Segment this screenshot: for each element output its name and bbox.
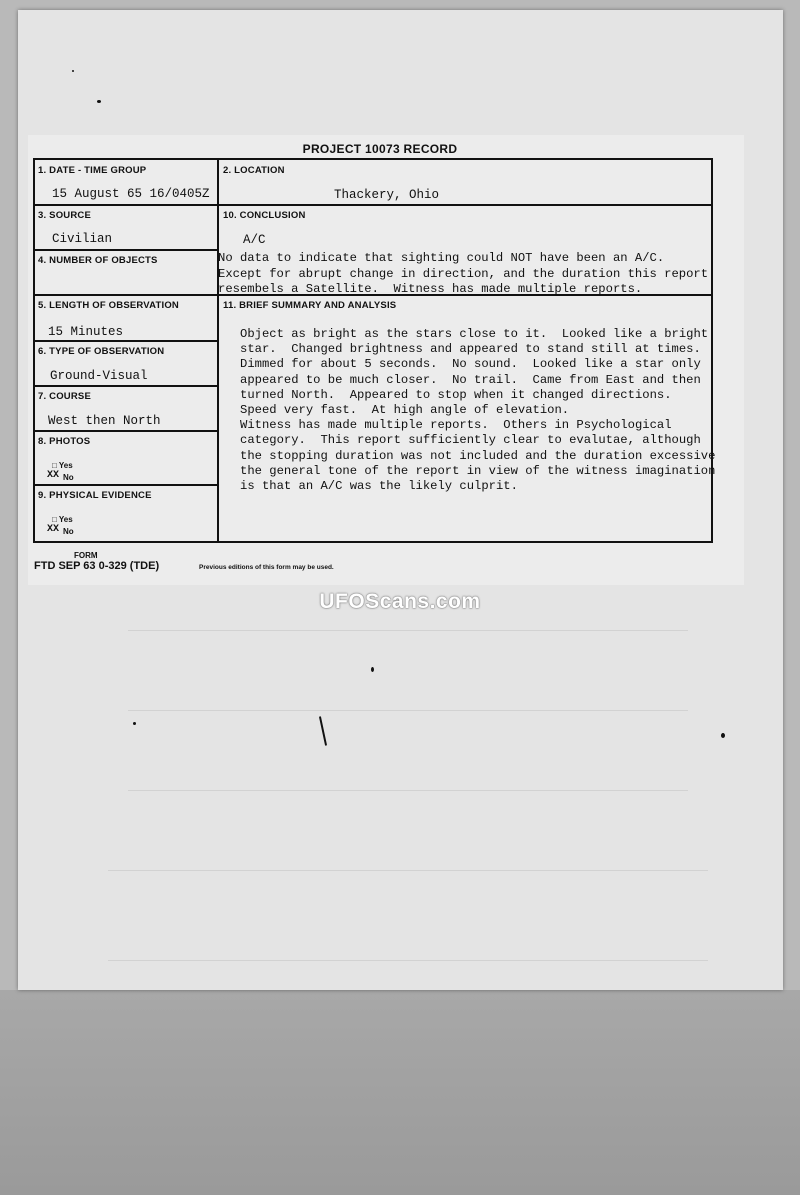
photos-label: 8. PHOTOS <box>38 436 91 447</box>
scan-speck <box>133 722 136 725</box>
date-time-value: 15 August 65 16/0405Z <box>52 187 210 201</box>
form-title: PROJECT 10073 RECORD <box>302 142 458 156</box>
divider <box>33 385 218 387</box>
location-label: 2. LOCATION <box>223 165 285 176</box>
divider <box>33 430 218 432</box>
background-bottom <box>0 990 800 1195</box>
footer-form-id: FTD SEP 63 0-329 (TDE) <box>34 560 160 572</box>
scan-speck <box>371 667 374 672</box>
location-value: Thackery, Ohio <box>334 188 440 202</box>
photos-no-mark: XX <box>47 470 60 481</box>
physical-evidence-label: 9. PHYSICAL EVIDENCE <box>38 490 152 501</box>
length-of-observation-value: 15 Minutes <box>48 325 124 339</box>
ghost-line <box>128 630 688 631</box>
summary-text: Object as bright as the stars close to it. Looked like a bright star. Changed brightness and appeared to stand still at times. Dimmed for about 5 seconds. No sound. Looked like a star only appeared to be much closer. No trail. Came from East and then turned North. Appeared to stop when it changed directions. Speed very fast. At high angle of elevation. Witness has made multiple reports. Others in Psychological category. This report sufficiently clear to evalutae, although the stopping duration was not included and the duration excessive the general tone of the report in view of the witness imagination is that an A/C was the likely culprit. <box>240 327 716 494</box>
divider <box>33 249 218 251</box>
summary-label: 11. BRIEF SUMMARY AND ANALYSIS <box>223 300 397 311</box>
footer-form-word: FORM <box>74 551 98 560</box>
type-of-observation-label: 6. TYPE OF OBSERVATION <box>38 346 165 357</box>
divider <box>33 340 218 342</box>
ghost-line <box>108 960 708 961</box>
photos-no-option: No <box>63 473 74 482</box>
ghost-line <box>128 790 688 791</box>
conclusion-value: A/C <box>243 233 266 247</box>
physical-evidence-no-mark: XX <box>47 524 60 535</box>
source-label: 3. SOURCE <box>38 210 92 221</box>
divider <box>33 204 218 206</box>
scan-speck <box>97 100 101 103</box>
physical-evidence-no-option: No <box>63 527 74 536</box>
conclusion-comment: No data to indicate that sighting could NOT have been an A/C. Except for abrupt change in direction, and the duration this report resembels a Satellite. Witness has made multiple reports. <box>218 251 709 296</box>
length-of-observation-label: 5. LENGTH OF OBSERVATION <box>38 300 179 311</box>
divider <box>218 204 713 206</box>
date-time-label: 1. DATE - TIME GROUP <box>38 165 147 176</box>
ghost-line <box>108 870 708 871</box>
source-value: Civilian <box>52 232 113 246</box>
course-value: West then North <box>48 414 161 428</box>
photos-yes-option: □ Yes <box>52 461 73 470</box>
divider <box>33 294 218 296</box>
divider <box>33 484 218 486</box>
conclusion-label: 10. CONCLUSION <box>223 210 306 221</box>
footer-note: Previous editions of this form may be used. <box>199 564 334 571</box>
type-of-observation-value: Ground-Visual <box>50 369 148 383</box>
scan-speck <box>72 70 74 72</box>
scan-speck <box>721 733 725 738</box>
number-of-objects-label: 4. NUMBER OF OBJECTS <box>38 255 158 266</box>
physical-evidence-yes-option: □ Yes <box>52 515 73 524</box>
watermark: UFOScans.com <box>319 590 481 613</box>
ghost-line <box>128 710 688 711</box>
course-label: 7. COURSE <box>38 391 92 402</box>
